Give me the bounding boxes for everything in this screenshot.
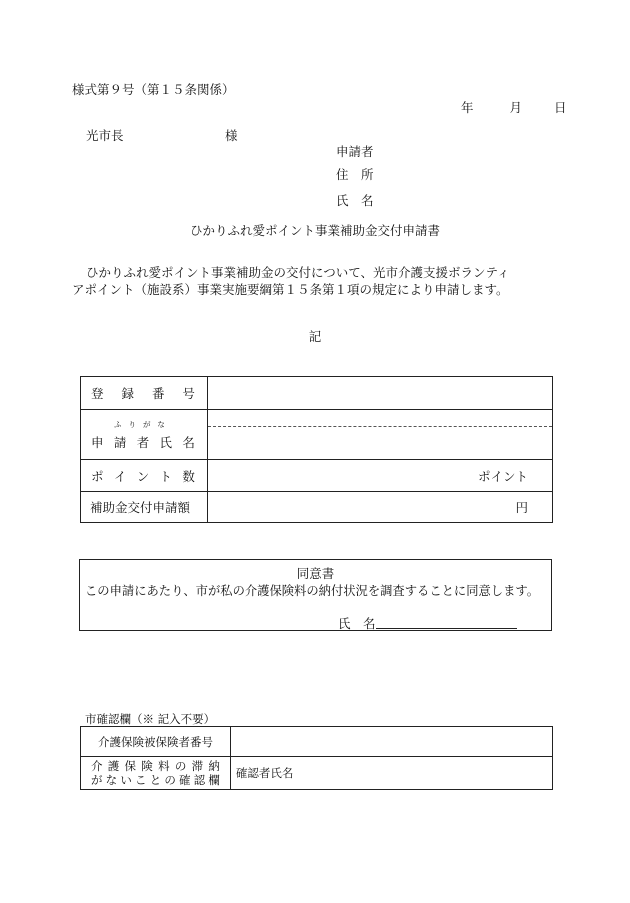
applicant-name-field[interactable] [207,410,552,460]
confirmer-label: 確認者氏名 [235,766,294,780]
applicant-name-label: 申 請 者 氏 名 [91,435,195,450]
addressee: 光市長 [86,128,124,143]
body-line-1: ひかりふれ愛ポイント事業補助金の交付について、光市介護支援ボランティ [86,265,510,280]
date-line [461,98,567,116]
amount-label: 補助金交付申請額 [90,500,191,515]
consent-name-label: 氏 名 [338,616,376,631]
points-label: ポ イ ン ト 数 [91,468,195,484]
applicant-label: 申請者 [336,144,374,159]
date-year-label: 年 [461,100,474,115]
arrears-label-cell [81,757,231,790]
confirmer-cell[interactable] [230,757,552,790]
consent-title: 同意書 [296,566,335,581]
registration-number-label: 登 録 番 号 [91,386,195,401]
date-month-label: 月 [509,100,523,115]
application-table [80,376,553,523]
insured-number-label: 介護保険被保険者番号 [97,734,213,749]
applicant-address-label: 住 所 [336,167,374,182]
insured-number-field[interactable] [230,727,552,757]
amount-label-cell [81,492,208,523]
body-line-2: アポイント（施設系）事業実施要綱第１５条第１項の規定により申請します。 [72,282,509,297]
amount-field[interactable] [207,492,552,523]
furigana-field[interactable] [208,410,552,427]
arrears-label-line-2: が な い こ と の 確 認 欄 [91,773,220,787]
document-title: ひかりふれ愛ポイント事業補助金交付申請書 [189,223,440,238]
consent-box [79,559,552,631]
consent-text: この申請にあたり、市が私の介護保険料の納付状況を調査することに同意します。 [85,584,540,598]
points-label-cell [81,460,208,492]
ki-label: 記 [308,329,322,344]
arrears-label-line-1: 介 護 保 険 料 の 滞 納 [91,759,220,773]
city-section-heading: 市確認欄（※ 記入不要） [85,712,216,726]
registration-number-field[interactable] [207,377,552,410]
honorific: 様 [225,128,238,143]
form-number: 様式第９号（第１５条関係） [72,82,235,97]
applicant-name-label-cell [81,410,208,460]
insured-number-label-cell [81,727,231,757]
city-confirmation-table [80,726,553,790]
date-day-label: 日 [554,100,567,115]
points-unit: ポイント [477,468,528,484]
amount-unit: 円 [515,500,528,515]
applicant-name-label: 氏 名 [336,193,374,208]
registration-number-label-cell [81,377,208,410]
consent-name-field[interactable] [376,628,517,629]
furigana-label: ふ り が な [114,420,165,429]
points-field[interactable] [207,460,552,492]
